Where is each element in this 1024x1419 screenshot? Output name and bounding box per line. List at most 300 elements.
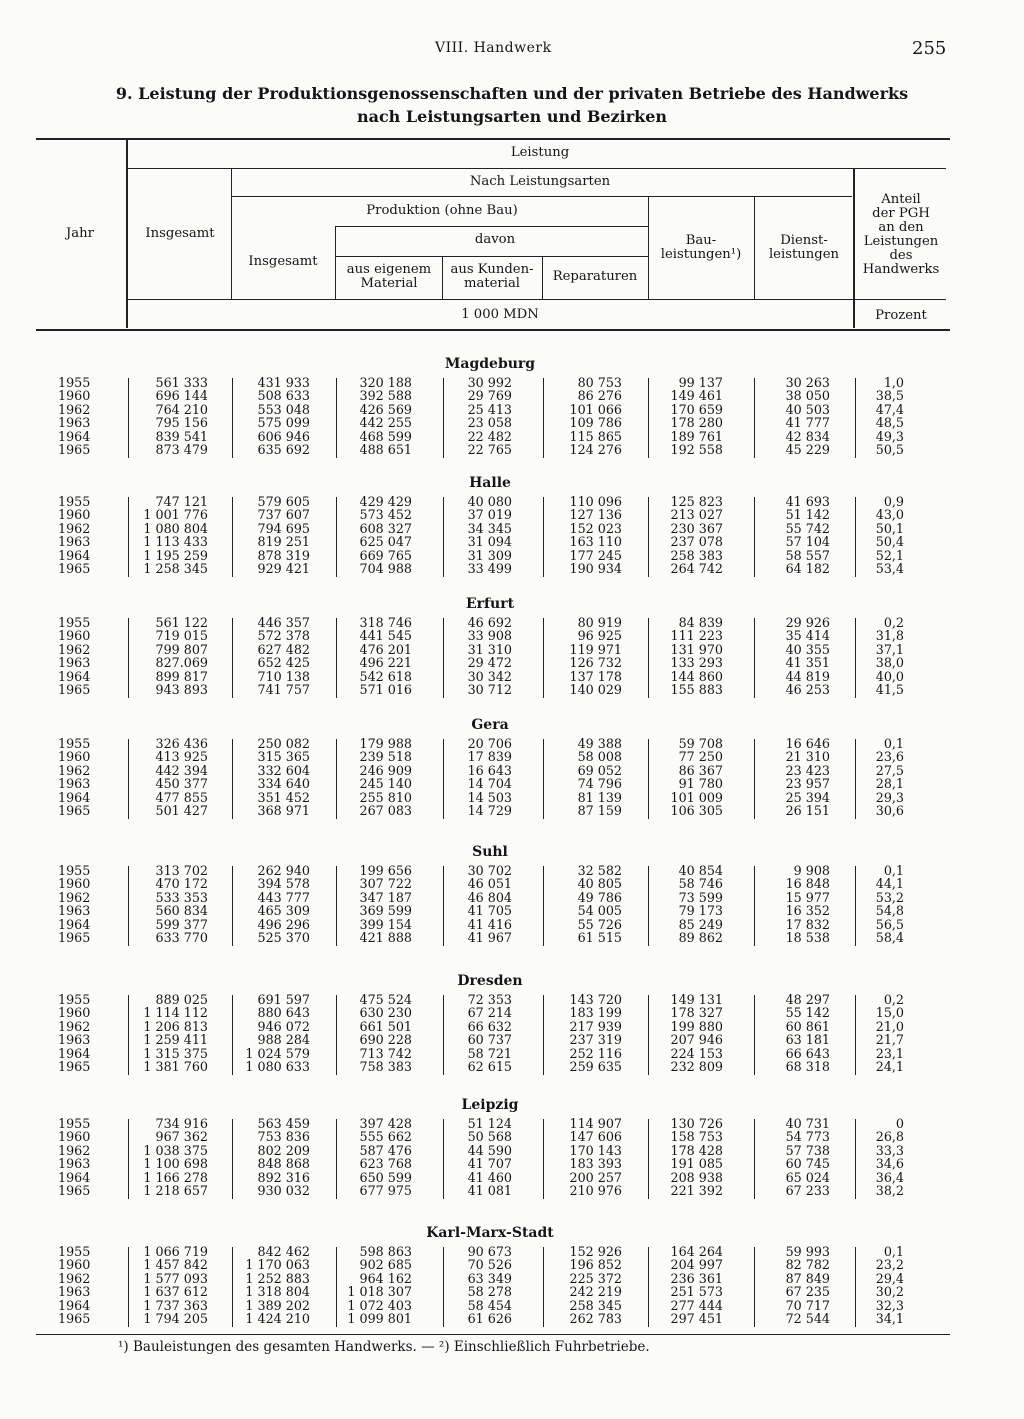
cell-dienstleistungen: 44 819 xyxy=(785,668,830,684)
table-row xyxy=(0,549,1024,562)
cell-bauleistungen: 170 659 xyxy=(670,401,723,417)
cell-year: 1962 xyxy=(58,401,91,417)
region-heading: Dresden xyxy=(457,973,523,989)
cell-reparaturen: 58 008 xyxy=(577,749,622,765)
cell-reparaturen: 86 276 xyxy=(577,388,622,404)
cell-anteil-pgh: 0,2 xyxy=(883,992,904,1007)
cell-bauleistungen: 133 293 xyxy=(670,655,723,671)
cell-bauleistungen: 130 726 xyxy=(670,1116,723,1131)
cell-dienstleistungen: 41 693 xyxy=(785,494,830,509)
cell-anteil-pgh: 31,8 xyxy=(875,628,904,644)
header-vrule-dienst xyxy=(853,168,855,328)
header-top-rule xyxy=(36,138,950,140)
cell-prod-insgesamt: 572 378 xyxy=(257,628,310,644)
cell-kundenmaterial: 31 310 xyxy=(467,641,512,657)
cell-dienstleistungen: 41 777 xyxy=(785,415,830,431)
cell-insgesamt: 873 479 xyxy=(155,442,208,457)
table-row xyxy=(0,1117,1024,1130)
cell-prod-insgesamt: 691 597 xyxy=(257,992,310,1007)
cell-anteil-pgh: 29,4 xyxy=(875,1270,904,1286)
col-header-insgesamt: Insgesamt xyxy=(145,226,215,241)
header-rule-units xyxy=(126,299,946,300)
cell-reparaturen: 49 388 xyxy=(577,736,622,751)
cell-insgesamt: 943 893 xyxy=(155,682,208,697)
header-rule-nach xyxy=(232,196,852,197)
cell-insgesamt: 795 156 xyxy=(155,415,208,431)
cell-bauleistungen: 178 428 xyxy=(670,1142,723,1158)
col-header-anteil-line-2: der PGH xyxy=(872,206,930,221)
cell-prod-insgesamt: 579 605 xyxy=(257,494,310,509)
cell-anteil-pgh: 38,0 xyxy=(875,655,904,671)
cell-bauleistungen: 85 249 xyxy=(678,916,723,932)
cell-kundenmaterial: 46 051 xyxy=(467,876,512,892)
cell-bauleistungen: 199 880 xyxy=(670,1018,723,1034)
region-heading: Karl-Marx-Stadt xyxy=(426,1225,554,1241)
cell-insgesamt: 1 066 719 xyxy=(143,1244,208,1259)
cell-prod-insgesamt: 635 692 xyxy=(257,442,310,457)
cell-eigenes-material: 441 545 xyxy=(359,628,412,644)
cell-year: 1962 xyxy=(58,1270,91,1286)
cell-eigenes-material: 555 662 xyxy=(359,1129,412,1145)
cell-kundenmaterial: 29 472 xyxy=(467,655,512,671)
cell-year: 1962 xyxy=(58,641,91,657)
cell-eigenes-material: 964 162 xyxy=(359,1270,412,1286)
cell-eigenes-material: 369 599 xyxy=(359,903,412,919)
cell-reparaturen: 196 852 xyxy=(569,1257,622,1273)
cell-prod-insgesamt: 737 607 xyxy=(257,507,310,523)
cell-kundenmaterial: 33 499 xyxy=(467,561,512,576)
cell-reparaturen: 183 393 xyxy=(569,1156,622,1172)
cell-year: 1962 xyxy=(58,889,91,905)
cell-bauleistungen: 158 753 xyxy=(670,1129,723,1145)
cell-prod-insgesamt: 627 482 xyxy=(257,641,310,657)
cell-bauleistungen: 144 860 xyxy=(670,668,723,684)
cell-eigenes-material: 475 524 xyxy=(359,992,412,1007)
cell-insgesamt: 1 258 345 xyxy=(143,561,208,576)
col-header-dienst xyxy=(756,234,852,262)
cell-insgesamt: 827.069 xyxy=(155,655,208,671)
cell-insgesamt: 696 144 xyxy=(155,388,208,404)
cell-eigenes-material: 713 742 xyxy=(359,1045,412,1061)
cell-eigenes-material: 318 746 xyxy=(359,615,412,630)
cell-prod-insgesamt: 250 082 xyxy=(257,736,310,751)
cell-bauleistungen: 258 383 xyxy=(670,547,723,563)
cell-year: 1955 xyxy=(58,375,91,390)
cell-reparaturen: 225 372 xyxy=(569,1270,622,1286)
cell-reparaturen: 74 796 xyxy=(577,776,622,792)
table-row xyxy=(0,804,1024,817)
cell-year: 1964 xyxy=(58,916,91,932)
col-header-nach-leistungsarten: Nach Leistungsarten xyxy=(469,174,611,189)
cell-bauleistungen: 208 938 xyxy=(670,1169,723,1185)
cell-eigenes-material: 704 988 xyxy=(359,561,412,576)
cell-prod-insgesamt: 794 695 xyxy=(257,520,310,536)
cell-anteil-pgh: 53,4 xyxy=(875,561,904,576)
cell-dienstleistungen: 46 253 xyxy=(785,682,830,697)
cell-prod-insgesamt: 368 971 xyxy=(257,803,310,818)
cell-kundenmaterial: 41 705 xyxy=(467,903,512,919)
cell-eigenes-material: 623 768 xyxy=(359,1156,412,1172)
cell-anteil-pgh: 21,0 xyxy=(875,1018,904,1034)
cell-prod-insgesamt: 446 357 xyxy=(257,615,310,630)
cell-eigenes-material: 347 187 xyxy=(359,889,412,905)
table-row xyxy=(0,891,1024,904)
cell-year: 1964 xyxy=(58,547,91,563)
cell-reparaturen: 49 786 xyxy=(577,889,622,905)
cell-reparaturen: 80 753 xyxy=(577,375,622,390)
cell-anteil-pgh: 43,0 xyxy=(875,507,904,523)
cell-reparaturen: 80 919 xyxy=(577,615,622,630)
cell-dienstleistungen: 25 394 xyxy=(785,789,830,805)
cell-bauleistungen: 192 558 xyxy=(670,442,723,457)
col-header-eigenem xyxy=(338,263,440,291)
cell-prod-insgesamt: 930 032 xyxy=(257,1183,310,1198)
table-row xyxy=(0,1130,1024,1143)
cell-dienstleistungen: 35 414 xyxy=(785,628,830,644)
cell-anteil-pgh: 0,2 xyxy=(883,615,904,630)
cell-anteil-pgh: 26,8 xyxy=(875,1129,904,1145)
cell-bauleistungen: 77 250 xyxy=(678,749,723,765)
cell-insgesamt: 1 737 363 xyxy=(143,1297,208,1313)
cell-insgesamt: 1 206 813 xyxy=(143,1018,208,1034)
col-header-anteil xyxy=(856,193,946,277)
table-title-line-2: nach Leistungsarten und Bezirken xyxy=(356,107,668,126)
cell-kundenmaterial: 31 094 xyxy=(467,534,512,550)
cell-insgesamt: 1 577 093 xyxy=(143,1270,208,1286)
cell-eigenes-material: 496 221 xyxy=(359,655,412,671)
cell-year: 1955 xyxy=(58,736,91,751)
header-rule-leistung xyxy=(126,168,946,169)
cell-prod-insgesamt: 1 389 202 xyxy=(245,1297,310,1313)
table-row xyxy=(0,403,1024,416)
cell-year: 1963 xyxy=(58,903,91,919)
cell-prod-insgesamt: 946 072 xyxy=(257,1018,310,1034)
cell-dienstleistungen: 16 848 xyxy=(785,876,830,892)
cell-year: 1965 xyxy=(58,1311,91,1326)
cell-kundenmaterial: 30 992 xyxy=(467,375,512,390)
cell-bauleistungen: 125 823 xyxy=(670,494,723,509)
header-rule-produktion xyxy=(336,226,648,227)
cell-kundenmaterial: 30 702 xyxy=(467,863,512,878)
header-vrule-bau xyxy=(754,196,755,299)
cell-prod-insgesamt: 563 459 xyxy=(257,1116,310,1131)
region-heading: Leipzig xyxy=(461,1097,519,1113)
cell-prod-insgesamt: 553 048 xyxy=(257,401,310,417)
cell-year: 1962 xyxy=(58,762,91,778)
table-row xyxy=(0,389,1024,402)
cell-anteil-pgh: 52,1 xyxy=(875,547,904,563)
cell-kundenmaterial: 60 737 xyxy=(467,1032,512,1048)
cell-eigenes-material: 399 154 xyxy=(359,916,412,932)
cell-bauleistungen: 204 997 xyxy=(670,1257,723,1273)
cell-dienstleistungen: 55 742 xyxy=(785,520,830,536)
cell-reparaturen: 152 926 xyxy=(569,1244,622,1259)
cell-anteil-pgh: 44,1 xyxy=(875,876,904,892)
cell-kundenmaterial: 17 839 xyxy=(467,749,512,765)
cell-reparaturen: 124 276 xyxy=(569,442,622,457)
cell-kundenmaterial: 66 632 xyxy=(467,1018,512,1034)
cell-dienstleistungen: 42 834 xyxy=(785,428,830,444)
header-vrule-insgesamt xyxy=(231,168,232,299)
cell-insgesamt: 477 855 xyxy=(155,789,208,805)
cell-bauleistungen: 189 761 xyxy=(670,428,723,444)
cell-anteil-pgh: 50,5 xyxy=(875,442,904,457)
cell-year: 1965 xyxy=(58,803,91,818)
unit-prozent: Prozent xyxy=(875,308,927,323)
cell-kundenmaterial: 16 643 xyxy=(467,762,512,778)
cell-insgesamt: 1 794 205 xyxy=(143,1311,208,1326)
cell-bauleistungen: 59 708 xyxy=(678,736,723,751)
cell-year: 1960 xyxy=(58,628,91,644)
cell-insgesamt: 633 770 xyxy=(155,930,208,945)
table-row xyxy=(0,1033,1024,1046)
cell-anteil-pgh: 0,9 xyxy=(883,494,904,509)
cell-anteil-pgh: 23,1 xyxy=(875,1045,904,1061)
cell-bauleistungen: 106 305 xyxy=(670,803,723,818)
cell-eigenes-material: 421 888 xyxy=(359,930,412,945)
cell-reparaturen: 101 066 xyxy=(569,401,622,417)
cell-anteil-pgh: 30,6 xyxy=(875,803,904,818)
cell-anteil-pgh: 32,3 xyxy=(875,1297,904,1313)
cell-kundenmaterial: 37 019 xyxy=(467,507,512,523)
cell-prod-insgesamt: 351 452 xyxy=(257,789,310,805)
cell-bauleistungen: 89 862 xyxy=(678,930,723,945)
cell-bauleistungen: 178 280 xyxy=(670,415,723,431)
table-title-line-1: 9. Leistung der Produktionsgenossenschaften und der privaten Betriebe des Handwerks xyxy=(115,84,909,103)
cell-prod-insgesamt: 465 309 xyxy=(257,903,310,919)
cell-eigenes-material: 179 988 xyxy=(359,736,412,751)
cell-anteil-pgh: 56,5 xyxy=(875,916,904,932)
table-row xyxy=(0,643,1024,656)
cell-year: 1965 xyxy=(58,1059,91,1074)
cell-dienstleistungen: 15 977 xyxy=(785,889,830,905)
cell-bauleistungen: 73 599 xyxy=(678,889,723,905)
cell-bauleistungen: 149 461 xyxy=(670,388,723,404)
col-header-anteil-line-3: an den xyxy=(878,220,924,235)
cell-bauleistungen: 224 153 xyxy=(670,1045,723,1061)
cell-insgesamt: 899 817 xyxy=(155,668,208,684)
cell-anteil-pgh: 38,2 xyxy=(875,1183,904,1198)
cell-insgesamt: 470 172 xyxy=(155,876,208,892)
cell-prod-insgesamt: 1 424 210 xyxy=(245,1311,310,1326)
cell-anteil-pgh: 0 xyxy=(895,1116,904,1131)
cell-dienstleistungen: 38 050 xyxy=(785,388,830,404)
cell-year: 1960 xyxy=(58,749,91,765)
table-row xyxy=(0,764,1024,777)
cell-insgesamt: 764 210 xyxy=(155,401,208,417)
cell-eigenes-material: 320 188 xyxy=(359,375,412,390)
cell-dienstleistungen: 40 355 xyxy=(785,641,830,657)
cell-dienstleistungen: 18 538 xyxy=(785,930,830,945)
cell-eigenes-material: 255 810 xyxy=(359,789,412,805)
region-heading: Gera xyxy=(471,717,509,733)
cell-anteil-pgh: 54,8 xyxy=(875,903,904,919)
cell-kundenmaterial: 41 707 xyxy=(467,1156,512,1172)
table-row xyxy=(0,931,1024,944)
cell-reparaturen: 40 805 xyxy=(577,876,622,892)
cell-dienstleistungen: 51 142 xyxy=(785,507,830,523)
cell-kundenmaterial: 22 765 xyxy=(467,442,512,457)
cell-bauleistungen: 207 946 xyxy=(670,1032,723,1048)
cell-reparaturen: 126 732 xyxy=(569,655,622,671)
cell-eigenes-material: 468 599 xyxy=(359,428,412,444)
table-row xyxy=(0,864,1024,877)
cell-kundenmaterial: 46 804 xyxy=(467,889,512,905)
cell-year: 1963 xyxy=(58,1032,91,1048)
table-row xyxy=(0,522,1024,535)
cell-eigenes-material: 677 975 xyxy=(359,1183,412,1198)
cell-bauleistungen: 213 027 xyxy=(670,507,723,523)
cell-reparaturen: 237 319 xyxy=(569,1032,622,1048)
cell-kundenmaterial: 58 278 xyxy=(467,1284,512,1300)
table-row xyxy=(0,777,1024,790)
table-header xyxy=(0,0,1024,340)
cell-eigenes-material: 630 230 xyxy=(359,1005,412,1021)
cell-reparaturen: 55 726 xyxy=(577,916,622,932)
cell-kundenmaterial: 29 769 xyxy=(467,388,512,404)
cell-year: 1965 xyxy=(58,1183,91,1198)
table-row xyxy=(0,737,1024,750)
cell-year: 1955 xyxy=(58,494,91,509)
cell-insgesamt: 561 122 xyxy=(155,615,208,630)
cell-prod-insgesamt: 741 757 xyxy=(257,682,310,697)
page-number: 255 xyxy=(912,38,947,59)
region-heading: Magdeburg xyxy=(444,356,536,372)
cell-kundenmaterial: 51 124 xyxy=(467,1116,512,1131)
table-row xyxy=(0,1047,1024,1060)
cell-reparaturen: 114 907 xyxy=(569,1116,622,1131)
cell-prod-insgesamt: 848 868 xyxy=(257,1156,310,1172)
cell-year: 1963 xyxy=(58,1156,91,1172)
cell-eigenes-material: 669 765 xyxy=(359,547,412,563)
cell-dienstleistungen: 67 233 xyxy=(785,1183,830,1198)
cell-insgesamt: 1 457 842 xyxy=(143,1257,208,1273)
cell-year: 1962 xyxy=(58,1142,91,1158)
cell-anteil-pgh: 1,0 xyxy=(883,375,904,390)
region-heading: Halle xyxy=(469,475,511,491)
cell-bauleistungen: 111 223 xyxy=(670,628,723,644)
cell-dienstleistungen: 41 351 xyxy=(785,655,830,671)
cell-reparaturen: 217 939 xyxy=(569,1018,622,1034)
cell-year: 1963 xyxy=(58,655,91,671)
cell-kundenmaterial: 46 692 xyxy=(467,615,512,630)
table-row xyxy=(0,1184,1024,1197)
cell-anteil-pgh: 28,1 xyxy=(875,776,904,792)
cell-insgesamt: 413 925 xyxy=(155,749,208,765)
cell-bauleistungen: 178 327 xyxy=(670,1005,723,1021)
cell-prod-insgesamt: 1 080 633 xyxy=(245,1059,310,1074)
cell-dienstleistungen: 17 832 xyxy=(785,916,830,932)
cell-year: 1965 xyxy=(58,561,91,576)
cell-kundenmaterial: 30 712 xyxy=(467,682,512,697)
table-row xyxy=(0,443,1024,456)
cell-reparaturen: 119 971 xyxy=(569,641,622,657)
table-row xyxy=(0,1312,1024,1325)
cell-year: 1955 xyxy=(58,1244,91,1259)
cell-dienstleistungen: 26 151 xyxy=(785,803,830,818)
cell-kundenmaterial: 90 673 xyxy=(467,1244,512,1259)
cell-year: 1955 xyxy=(58,863,91,878)
cell-bauleistungen: 251 573 xyxy=(670,1284,723,1300)
cell-anteil-pgh: 40,0 xyxy=(875,668,904,684)
footnote: ¹) Bauleistungen des gesamten Handwerks. — ²) Einschließlich Fuhrbetriebe. xyxy=(118,1339,650,1355)
cell-kundenmaterial: 33 908 xyxy=(467,628,512,644)
cell-anteil-pgh: 50,4 xyxy=(875,534,904,550)
cell-insgesamt: 1 381 760 xyxy=(143,1059,208,1074)
cell-year: 1960 xyxy=(58,1257,91,1273)
cell-reparaturen: 242 219 xyxy=(569,1284,622,1300)
cell-dienstleistungen: 67 235 xyxy=(785,1284,830,1300)
cell-prod-insgesamt: 332 604 xyxy=(257,762,310,778)
cell-insgesamt: 734 916 xyxy=(155,1116,208,1131)
table-row xyxy=(0,918,1024,931)
cell-anteil-pgh: 34,6 xyxy=(875,1156,904,1172)
cell-reparaturen: 252 116 xyxy=(569,1045,622,1061)
cell-kundenmaterial: 41 967 xyxy=(467,930,512,945)
table-row xyxy=(0,1272,1024,1285)
cell-anteil-pgh: 48,5 xyxy=(875,415,904,431)
cell-year: 1955 xyxy=(58,1116,91,1131)
col-header-bau xyxy=(650,234,752,262)
table-row xyxy=(0,535,1024,548)
cell-eigenes-material: 245 140 xyxy=(359,776,412,792)
cell-dienstleistungen: 16 352 xyxy=(785,903,830,919)
cell-eigenes-material: 199 656 xyxy=(359,863,412,878)
table-row xyxy=(0,616,1024,629)
cell-dienstleistungen: 65 024 xyxy=(785,1169,830,1185)
cell-anteil-pgh: 27,5 xyxy=(875,762,904,778)
cell-reparaturen: 137 178 xyxy=(569,668,622,684)
header-vrule-eigen xyxy=(442,256,443,299)
cell-dienstleistungen: 87 849 xyxy=(785,1270,830,1286)
cell-year: 1965 xyxy=(58,930,91,945)
table-row xyxy=(0,1258,1024,1271)
cell-year: 1962 xyxy=(58,1018,91,1034)
cell-year: 1964 xyxy=(58,1297,91,1313)
cell-kundenmaterial: 72 353 xyxy=(467,992,512,1007)
table-row xyxy=(0,656,1024,669)
cell-reparaturen: 96 925 xyxy=(577,628,622,644)
cell-kundenmaterial: 41 081 xyxy=(467,1183,512,1198)
col-header-davon: davon xyxy=(474,232,516,247)
table-row xyxy=(0,1299,1024,1312)
cell-year: 1960 xyxy=(58,507,91,523)
cell-prod-insgesamt: 315 365 xyxy=(257,749,310,765)
cell-bauleistungen: 91 780 xyxy=(678,776,723,792)
cell-reparaturen: 183 199 xyxy=(569,1005,622,1021)
cell-dienstleistungen: 64 182 xyxy=(785,561,830,576)
cell-dienstleistungen: 48 297 xyxy=(785,992,830,1007)
cell-dienstleistungen: 68 318 xyxy=(785,1059,830,1074)
col-header-anteil-line-6: Handwerks xyxy=(862,262,940,277)
cell-insgesamt: 1 195 259 xyxy=(143,547,208,563)
table-row xyxy=(0,750,1024,763)
cell-kundenmaterial: 20 706 xyxy=(467,736,512,751)
cell-bauleistungen: 84 839 xyxy=(678,615,723,630)
cell-year: 1955 xyxy=(58,992,91,1007)
cell-dienstleistungen: 29 926 xyxy=(785,615,830,630)
cell-dienstleistungen: 45 229 xyxy=(785,442,830,457)
cell-reparaturen: 210 976 xyxy=(569,1183,622,1198)
cell-anteil-pgh: 41,5 xyxy=(875,682,904,697)
region-heading: Suhl xyxy=(472,844,508,860)
cell-anteil-pgh: 0,1 xyxy=(883,863,904,878)
cell-year: 1955 xyxy=(58,615,91,630)
cell-reparaturen: 54 005 xyxy=(577,903,622,919)
cell-eigenes-material: 542 618 xyxy=(359,668,412,684)
cell-reparaturen: 262 783 xyxy=(569,1311,622,1326)
cell-dienstleistungen: 40 503 xyxy=(785,401,830,417)
